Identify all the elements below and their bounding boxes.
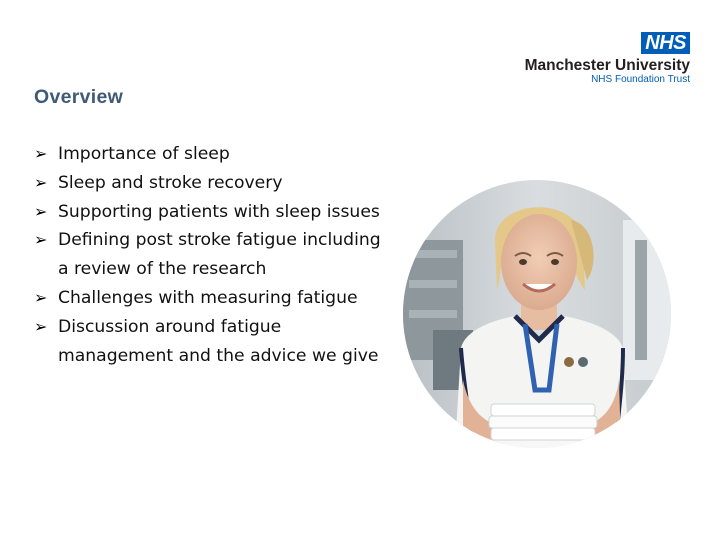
slide-title: Overview (34, 86, 124, 108)
arrow-bullet-icon: ➢ (34, 172, 48, 192)
organisation-name: Manchester University (524, 57, 690, 74)
nhs-badge: NHS (641, 32, 690, 54)
organisation-subtitle: NHS Foundation Trust (591, 74, 690, 85)
bullet-text: Importance of sleep (58, 144, 230, 164)
bullet-text: Supporting patients with sleep issues (58, 201, 380, 222)
arrow-bullet-icon: ➢ (34, 144, 48, 163)
bullet-text: Defining post stroke fatigue including a review of the research (58, 230, 381, 280)
bullet-item (34, 313, 394, 371)
nhs-logo (512, 32, 690, 86)
bullet-item (34, 226, 394, 284)
bullet-text: Challenges with measuring fatigue (58, 287, 358, 308)
bullet-text: Discussion around fatigue management and the advice we give (58, 316, 379, 366)
bullet-list (34, 140, 394, 370)
nurse-photo (403, 180, 671, 448)
arrow-bullet-icon: ➢ (34, 230, 48, 250)
bullet-item (34, 284, 394, 313)
arrow-bullet-icon: ➢ (34, 201, 48, 221)
arrow-bullet-icon: ➢ (34, 287, 48, 307)
arrow-bullet-icon: ➢ (34, 316, 48, 336)
nurse-illustration (403, 180, 671, 448)
bullet-item (34, 140, 394, 169)
bullet-item (34, 198, 394, 227)
bullet-item (34, 169, 394, 198)
bullet-text: Sleep and stroke recovery (58, 172, 283, 193)
